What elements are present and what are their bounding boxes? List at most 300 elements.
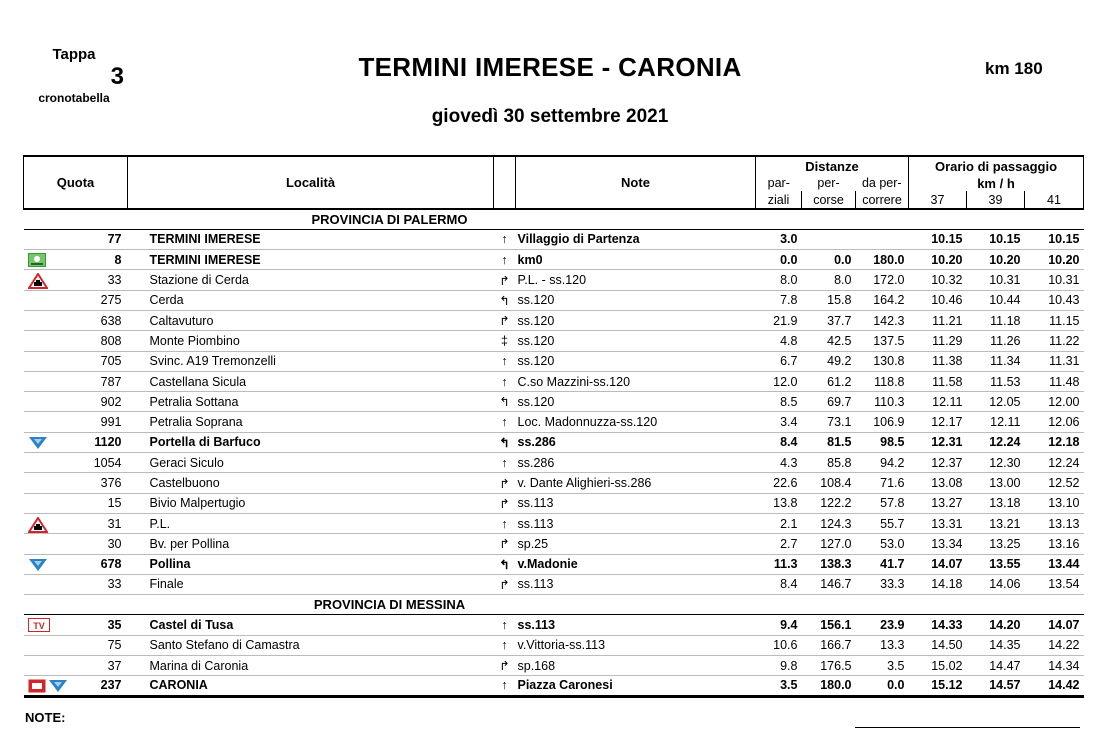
dapercorrere-cell: 172.0 xyxy=(856,270,909,290)
col-orario: Orario di passaggio xyxy=(909,156,1084,175)
time-39-cell: 12.05 xyxy=(967,392,1025,412)
dapercorrere-cell: 33.3 xyxy=(856,574,909,594)
table-row xyxy=(24,310,1084,330)
quota-cell: 638 xyxy=(54,310,128,330)
quota-cell: 1120 xyxy=(54,432,128,452)
localita-cell: Caltavuturo xyxy=(128,310,494,330)
row-icons xyxy=(24,473,54,493)
localita-cell: Petralia Sottana xyxy=(128,392,494,412)
note-cell: v. Dante Alighieri-ss.286 xyxy=(516,473,756,493)
time-41-cell: 12.52 xyxy=(1025,473,1084,493)
note-cell: Loc. Madonnuzza-ss.120 xyxy=(516,412,756,432)
time-37-cell: 14.33 xyxy=(909,615,967,635)
col-speed-41: 41 xyxy=(1025,191,1084,209)
row-icons xyxy=(24,270,54,290)
table-row xyxy=(24,534,1084,554)
time-39-cell: 13.21 xyxy=(967,513,1025,533)
row-icons xyxy=(24,656,54,676)
percorse-cell: 146.7 xyxy=(802,574,856,594)
direction-cell: ↱ xyxy=(494,310,516,330)
note-cell: ss.120 xyxy=(516,351,756,371)
parziali-cell: 22.6 xyxy=(756,473,802,493)
table-row xyxy=(24,453,1084,473)
direction-cell: ↑ xyxy=(494,351,516,371)
note-cell: km0 xyxy=(516,250,756,270)
time-41-cell: 10.15 xyxy=(1025,229,1084,249)
parziali-cell: 8.5 xyxy=(756,392,802,412)
direction-cell: ↑ xyxy=(494,513,516,533)
note-cell: v.Vittoria-ss.113 xyxy=(516,635,756,655)
quota-cell: 33 xyxy=(54,270,128,290)
table-row xyxy=(24,229,1084,249)
tappa-number: 3 xyxy=(110,63,124,90)
tappa-label: Tappa xyxy=(52,46,96,63)
parziali-cell: 3.0 xyxy=(756,229,802,249)
note-cell: Villaggio di Partenza xyxy=(516,229,756,249)
time-41-cell: 14.07 xyxy=(1025,615,1084,635)
dapercorrere-cell: 110.3 xyxy=(856,392,909,412)
col-dapercorrere-2: correre xyxy=(856,191,909,209)
time-41-cell: 12.00 xyxy=(1025,392,1084,412)
parziali-cell: 11.3 xyxy=(756,554,802,574)
time-37-cell: 12.17 xyxy=(909,412,967,432)
time-37-cell: 13.27 xyxy=(909,493,967,513)
province-spacer xyxy=(756,209,1084,229)
note-cell: sp.168 xyxy=(516,656,756,676)
direction-cell: ↱ xyxy=(494,656,516,676)
dapercorrere-cell: 23.9 xyxy=(856,615,909,635)
time-41-cell: 10.31 xyxy=(1025,270,1084,290)
time-37-cell: 13.34 xyxy=(909,534,967,554)
direction-cell: ↑ xyxy=(494,676,516,696)
parziali-cell: 2.7 xyxy=(756,534,802,554)
time-37-cell: 10.46 xyxy=(909,290,967,310)
localita-cell: Bv. per Pollina xyxy=(128,534,494,554)
time-41-cell: 13.13 xyxy=(1025,513,1084,533)
row-icons xyxy=(24,229,54,249)
province-row xyxy=(24,595,1084,615)
localita-cell: Geraci Siculo xyxy=(128,453,494,473)
time-37-cell: 15.02 xyxy=(909,656,967,676)
time-41-cell: 14.22 xyxy=(1025,635,1084,655)
direction-cell: ↰ xyxy=(494,290,516,310)
quota-cell: 705 xyxy=(54,351,128,371)
time-39-cell: 11.26 xyxy=(967,331,1025,351)
percorse-cell: 42.5 xyxy=(802,331,856,351)
note-cell: P.L. - ss.120 xyxy=(516,270,756,290)
time-39-cell: 10.15 xyxy=(967,229,1025,249)
percorse-cell: 180.0 xyxy=(802,676,856,696)
dapercorrere-cell: 41.7 xyxy=(856,554,909,574)
table-row xyxy=(24,371,1084,391)
percorse-cell: 166.7 xyxy=(802,635,856,655)
stage-title: TERMINI IMERESE - CARONIA xyxy=(358,52,742,82)
percorse-cell: 69.7 xyxy=(802,392,856,412)
percorse-cell: 108.4 xyxy=(802,473,856,493)
time-37-cell: 10.20 xyxy=(909,250,967,270)
direction-cell: ↑ xyxy=(494,615,516,635)
percorse-cell: 15.8 xyxy=(802,290,856,310)
percorse-cell: 176.5 xyxy=(802,656,856,676)
parziali-cell: 21.9 xyxy=(756,310,802,330)
row-icons xyxy=(24,351,54,371)
quota-cell: 75 xyxy=(54,635,128,655)
localita-cell: Portella di Barfuco xyxy=(128,432,494,452)
quota-cell: 902 xyxy=(54,392,128,412)
parziali-cell: 6.7 xyxy=(756,351,802,371)
time-41-cell: 10.20 xyxy=(1025,250,1084,270)
stage-date: giovedì 30 settembre 2021 xyxy=(431,106,669,127)
dapercorrere-cell: 142.3 xyxy=(856,310,909,330)
dapercorrere-cell: 55.7 xyxy=(856,513,909,533)
row-icons xyxy=(24,290,54,310)
quota-cell: 15 xyxy=(54,493,128,513)
quota-cell: 376 xyxy=(54,473,128,493)
time-39-cell: 14.47 xyxy=(967,656,1025,676)
time-41-cell: 14.34 xyxy=(1025,656,1084,676)
parziali-cell: 3.4 xyxy=(756,412,802,432)
time-41-cell: 11.48 xyxy=(1025,371,1084,391)
time-37-cell: 14.07 xyxy=(909,554,967,574)
table-row xyxy=(24,676,1084,696)
time-37-cell: 15.12 xyxy=(909,676,967,696)
quota-cell: 8 xyxy=(54,250,128,270)
direction-cell: ↱ xyxy=(494,493,516,513)
quota-cell: 991 xyxy=(54,412,128,432)
province-spacer xyxy=(756,595,1084,615)
localita-cell: TERMINI IMERESE xyxy=(128,229,494,249)
time-39-cell: 10.31 xyxy=(967,270,1025,290)
table-row xyxy=(24,392,1084,412)
note-label: NOTE: xyxy=(25,710,66,725)
percorse-cell: 81.5 xyxy=(802,432,856,452)
row-icons xyxy=(24,432,54,452)
note-cell: ss.113 xyxy=(516,574,756,594)
time-41-cell: 12.24 xyxy=(1025,453,1084,473)
note-cell: ss.120 xyxy=(516,290,756,310)
time-39-cell: 13.18 xyxy=(967,493,1025,513)
localita-cell: Castelbuono xyxy=(128,473,494,493)
time-41-cell: 12.18 xyxy=(1025,432,1084,452)
time-37-cell: 13.08 xyxy=(909,473,967,493)
time-39-cell: 13.25 xyxy=(967,534,1025,554)
table-row xyxy=(24,554,1084,574)
time-37-cell: 10.32 xyxy=(909,270,967,290)
table-row xyxy=(24,493,1084,513)
col-speed-37: 37 xyxy=(909,191,967,209)
dapercorrere-cell: 57.8 xyxy=(856,493,909,513)
table-row xyxy=(24,513,1084,533)
time-39-cell: 12.24 xyxy=(967,432,1025,452)
table-row xyxy=(24,290,1084,310)
parziali-cell: 4.3 xyxy=(756,453,802,473)
localita-cell: P.L. xyxy=(128,513,494,533)
note-cell: ss.113 xyxy=(516,493,756,513)
province-label: PROVINCIA DI PALERMO xyxy=(24,209,756,229)
dapercorrere-cell: 118.8 xyxy=(856,371,909,391)
time-39-cell: 14.35 xyxy=(967,635,1025,655)
direction-cell: ↰ xyxy=(494,392,516,412)
row-icons xyxy=(24,513,54,533)
time-41-cell: 11.15 xyxy=(1025,310,1084,330)
localita-cell: Bivio Malpertugio xyxy=(128,493,494,513)
localita-cell: Pollina xyxy=(128,554,494,574)
time-39-cell: 11.18 xyxy=(967,310,1025,330)
row-icons xyxy=(24,250,54,270)
province-label: PROVINCIA DI MESSINA xyxy=(24,595,756,615)
timetable xyxy=(23,155,1084,698)
percorse-cell: 49.2 xyxy=(802,351,856,371)
percorse-cell: 73.1 xyxy=(802,412,856,432)
time-37-cell: 11.38 xyxy=(909,351,967,371)
direction-cell: ↑ xyxy=(494,229,516,249)
time-39-cell: 14.57 xyxy=(967,676,1025,696)
climb-icon xyxy=(28,558,46,572)
note-cell: ss.120 xyxy=(516,331,756,351)
percorse-cell: 127.0 xyxy=(802,534,856,554)
dapercorrere-cell: 13.3 xyxy=(856,635,909,655)
percorse-cell: 156.1 xyxy=(802,615,856,635)
row-icons xyxy=(24,554,54,574)
percorse-cell xyxy=(802,229,856,249)
row-icons xyxy=(24,331,54,351)
dapercorrere-cell: 180.0 xyxy=(856,250,909,270)
time-39-cell: 13.00 xyxy=(967,473,1025,493)
localita-cell: Cerda xyxy=(128,290,494,310)
parziali-cell: 3.5 xyxy=(756,676,802,696)
climb-icon xyxy=(48,679,66,693)
direction-cell: ↱ xyxy=(494,574,516,594)
percorse-cell: 37.7 xyxy=(802,310,856,330)
table-row xyxy=(24,615,1084,635)
time-39-cell: 11.53 xyxy=(967,371,1025,391)
sprint-icon xyxy=(28,618,46,632)
dapercorrere-cell: 130.8 xyxy=(856,351,909,371)
time-39-cell: 13.55 xyxy=(967,554,1025,574)
note-cell: ss.286 xyxy=(516,432,756,452)
level-crossing-icon xyxy=(28,273,46,287)
time-39-cell: 10.20 xyxy=(967,250,1025,270)
quota-cell: 31 xyxy=(54,513,128,533)
timetable-body xyxy=(24,209,1084,696)
parziali-cell: 8.0 xyxy=(756,270,802,290)
row-icons xyxy=(24,615,54,635)
time-39-cell: 10.44 xyxy=(967,290,1025,310)
dapercorrere-cell: 98.5 xyxy=(856,432,909,452)
direction-cell: ↰ xyxy=(494,432,516,452)
col-note: Note xyxy=(516,156,756,209)
row-icons xyxy=(24,310,54,330)
col-arrow xyxy=(494,156,516,209)
time-41-cell: 13.16 xyxy=(1025,534,1084,554)
col-percorse-2: corse xyxy=(802,191,856,209)
time-39-cell: 12.11 xyxy=(967,412,1025,432)
time-37-cell: 11.58 xyxy=(909,371,967,391)
note-cell: ss.113 xyxy=(516,513,756,533)
parziali-cell: 4.8 xyxy=(756,331,802,351)
table-row xyxy=(24,331,1084,351)
direction-cell: ↑ xyxy=(494,371,516,391)
time-39-cell: 14.20 xyxy=(967,615,1025,635)
parziali-cell: 8.4 xyxy=(756,432,802,452)
quota-cell: 37 xyxy=(54,656,128,676)
time-37-cell: 12.31 xyxy=(909,432,967,452)
parziali-cell: 13.8 xyxy=(756,493,802,513)
direction-cell: ↑ xyxy=(494,453,516,473)
quota-cell: 275 xyxy=(54,290,128,310)
row-icons xyxy=(24,453,54,473)
direction-cell: ↱ xyxy=(494,270,516,290)
localita-cell: Svinc. A19 Tremonzelli xyxy=(128,351,494,371)
note-cell: Piazza Caronesi xyxy=(516,676,756,696)
row-icons xyxy=(24,635,54,655)
col-localita: Località xyxy=(128,156,494,209)
note-cell: ss.286 xyxy=(516,453,756,473)
parziali-cell: 12.0 xyxy=(756,371,802,391)
col-speed-39: 39 xyxy=(967,191,1025,209)
time-37-cell: 12.11 xyxy=(909,392,967,412)
percorse-cell: 124.3 xyxy=(802,513,856,533)
signature-line xyxy=(855,727,1080,728)
time-41-cell: 14.42 xyxy=(1025,676,1084,696)
localita-cell: Castel di Tusa xyxy=(128,615,494,635)
quota-cell: 77 xyxy=(54,229,128,249)
parziali-cell: 8.4 xyxy=(756,574,802,594)
note-cell: ss.113 xyxy=(516,615,756,635)
time-37-cell: 10.15 xyxy=(909,229,967,249)
note-cell: C.so Mazzini-ss.120 xyxy=(516,371,756,391)
direction-cell: ↰ xyxy=(494,554,516,574)
col-dapercorrere-1: da per- xyxy=(856,175,909,191)
localita-cell: Marina di Caronia xyxy=(128,656,494,676)
time-37-cell: 14.18 xyxy=(909,574,967,594)
direction-cell: ‡ xyxy=(494,331,516,351)
dapercorrere-cell: 53.0 xyxy=(856,534,909,554)
table-row xyxy=(24,432,1084,452)
row-icons xyxy=(24,371,54,391)
quota-cell: 237 xyxy=(54,676,128,696)
localita-cell: Castellana Sicula xyxy=(128,371,494,391)
dapercorrere-cell: 164.2 xyxy=(856,290,909,310)
table-row xyxy=(24,250,1084,270)
localita-cell: Monte Piombino xyxy=(128,331,494,351)
time-37-cell: 11.21 xyxy=(909,310,967,330)
note-cell: ss.120 xyxy=(516,392,756,412)
time-41-cell: 13.10 xyxy=(1025,493,1084,513)
table-row xyxy=(24,656,1084,676)
climb-icon xyxy=(28,436,46,450)
localita-cell: Finale xyxy=(128,574,494,594)
quota-cell: 35 xyxy=(54,615,128,635)
svg-text:TV: TV xyxy=(32,621,45,632)
note-cell: sp.25 xyxy=(516,534,756,554)
time-37-cell: 12.37 xyxy=(909,453,967,473)
localita-cell: TERMINI IMERESE xyxy=(128,250,494,270)
dapercorrere-cell: 71.6 xyxy=(856,473,909,493)
time-41-cell: 12.06 xyxy=(1025,412,1084,432)
table-row xyxy=(24,473,1084,493)
percorse-cell: 61.2 xyxy=(802,371,856,391)
note-cell: v.Madonie xyxy=(516,554,756,574)
time-39-cell: 12.30 xyxy=(967,453,1025,473)
dapercorrere-cell: 3.5 xyxy=(856,656,909,676)
quota-cell: 678 xyxy=(54,554,128,574)
localita-cell: Stazione di Cerda xyxy=(128,270,494,290)
start-icon xyxy=(28,253,46,267)
time-41-cell: 11.22 xyxy=(1025,331,1084,351)
col-percorse-1: per- xyxy=(817,176,840,190)
dapercorrere-cell: 106.9 xyxy=(856,412,909,432)
parziali-cell: 10.6 xyxy=(756,635,802,655)
time-41-cell: 11.31 xyxy=(1025,351,1084,371)
dapercorrere-cell: 94.2 xyxy=(856,453,909,473)
percorse-cell: 138.3 xyxy=(802,554,856,574)
percorse-cell: 122.2 xyxy=(802,493,856,513)
level-crossing-icon xyxy=(28,517,46,531)
row-icons xyxy=(24,493,54,513)
direction-cell: ↱ xyxy=(494,534,516,554)
province-row xyxy=(24,209,1084,229)
time-41-cell: 10.43 xyxy=(1025,290,1084,310)
percorse-cell: 8.0 xyxy=(802,270,856,290)
time-39-cell: 14.06 xyxy=(967,574,1025,594)
dapercorrere-cell xyxy=(856,229,909,249)
col-kmh: km / h xyxy=(909,175,1084,191)
col-parziali-2: ziali xyxy=(756,191,802,209)
table-row xyxy=(24,574,1084,594)
stage-distance: km 180 xyxy=(985,59,1043,78)
col-quota: Quota xyxy=(24,156,128,209)
localita-cell: Petralia Soprana xyxy=(128,412,494,432)
quota-cell: 787 xyxy=(54,371,128,391)
direction-cell: ↑ xyxy=(494,250,516,270)
direction-cell: ↑ xyxy=(494,635,516,655)
quota-cell: 30 xyxy=(54,534,128,554)
percorse-cell: 0.0 xyxy=(802,250,856,270)
percorse-cell: 85.8 xyxy=(802,453,856,473)
table-row xyxy=(24,635,1084,655)
row-icons xyxy=(24,392,54,412)
quota-cell: 808 xyxy=(54,331,128,351)
table-row xyxy=(24,351,1084,371)
row-icons xyxy=(24,412,54,432)
time-39-cell: 11.34 xyxy=(967,351,1025,371)
tappa-subtitle: cronotabella xyxy=(38,91,110,105)
dapercorrere-cell: 0.0 xyxy=(856,676,909,696)
parziali-cell: 9.4 xyxy=(756,615,802,635)
note-cell: ss.120 xyxy=(516,310,756,330)
time-37-cell: 14.50 xyxy=(909,635,967,655)
localita-cell: CARONIA xyxy=(128,676,494,696)
table-row xyxy=(24,412,1084,432)
time-37-cell: 13.31 xyxy=(909,513,967,533)
parziali-cell: 2.1 xyxy=(756,513,802,533)
quota-cell: 33 xyxy=(54,574,128,594)
row-icons xyxy=(24,574,54,594)
row-icons xyxy=(24,676,54,696)
row-icons xyxy=(24,534,54,554)
localita-cell: Santo Stefano di Camastra xyxy=(128,635,494,655)
finish-icon xyxy=(28,679,46,693)
dapercorrere-cell: 137.5 xyxy=(856,331,909,351)
time-41-cell: 13.44 xyxy=(1025,554,1084,574)
direction-cell: ↱ xyxy=(494,473,516,493)
col-parziali-1: par- xyxy=(756,175,802,191)
quota-cell: 1054 xyxy=(54,453,128,473)
direction-cell: ↑ xyxy=(494,412,516,432)
table-row xyxy=(24,270,1084,290)
parziali-cell: 7.8 xyxy=(756,290,802,310)
